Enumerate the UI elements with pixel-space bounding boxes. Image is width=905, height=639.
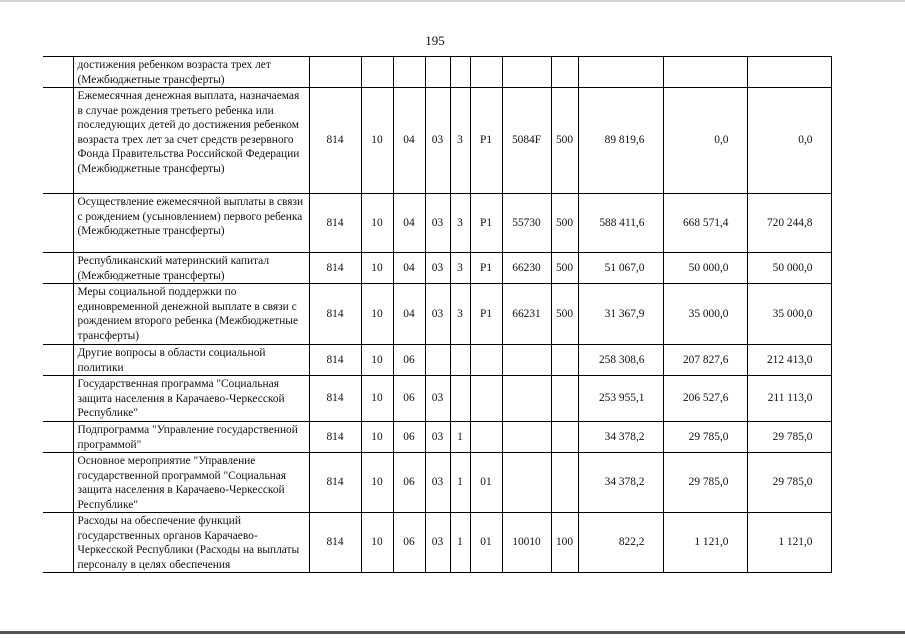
table-row	[43, 345, 831, 376]
section-code: 10	[361, 422, 393, 453]
amount-year-3: 211 113,0	[747, 376, 831, 422]
amount-year-1: 51 067,0	[578, 253, 663, 284]
amount-year-2: 668 571,4	[663, 194, 747, 253]
direction-code: 66230	[502, 253, 551, 284]
program-code: 03	[425, 513, 450, 573]
amount-year-3: 29 785,0	[747, 453, 831, 513]
scan-bottom-edge	[0, 631, 905, 634]
row-margin-cell	[43, 88, 73, 194]
subprogram-code: 1	[450, 453, 470, 513]
ministry-code: 814	[309, 422, 361, 453]
subsection-code: 06	[393, 513, 425, 573]
table-row	[43, 253, 831, 284]
subprogram-code: 3	[450, 194, 470, 253]
subsection-code: 06	[393, 376, 425, 422]
subsection-code: 04	[393, 284, 425, 345]
expense-type-code	[551, 376, 578, 422]
amount-year-3: 212 413,0	[747, 345, 831, 376]
budget-table	[43, 56, 832, 573]
section-code: 10	[361, 253, 393, 284]
main-event-code	[470, 376, 502, 422]
row-name: Ежемесячная денежная выплата, назначаемая в случае рождения третьего ребенка или последующих детей до достижения ребенком возраста трех лет за счет средств резервного Фонда Правительства Российской Федерации (Межбюджетные трансферты)	[73, 88, 309, 194]
row-name: Подпрограмма "Управление государственной программой"	[73, 422, 309, 453]
subsection-code: 04	[393, 253, 425, 284]
main-event-code: 01	[470, 513, 502, 573]
section-code: 10	[361, 345, 393, 376]
direction-code: 5084F	[502, 88, 551, 194]
section-code: 10	[361, 88, 393, 194]
main-event-code: P1	[470, 253, 502, 284]
ministry-code: 814	[309, 253, 361, 284]
amount-year-1: 89 819,6	[578, 88, 663, 194]
main-event-code: P1	[470, 88, 502, 194]
expense-type-code: 500	[551, 284, 578, 345]
subprogram-code: 1	[450, 513, 470, 573]
ministry-code: 814	[309, 194, 361, 253]
amount-year-3: 35 000,0	[747, 284, 831, 345]
subprogram-code	[450, 57, 470, 88]
table-row	[43, 284, 831, 345]
direction-code	[502, 57, 551, 88]
program-code: 03	[425, 253, 450, 284]
main-event-code: P1	[470, 284, 502, 345]
amount-year-1: 34 378,2	[578, 422, 663, 453]
row-margin-cell	[43, 57, 73, 88]
amount-year-2: 50 000,0	[663, 253, 747, 284]
subsection-code: 06	[393, 453, 425, 513]
section-code: 10	[361, 284, 393, 345]
expense-type-code	[551, 345, 578, 376]
subprogram-code: 1	[450, 422, 470, 453]
amount-year-1: 34 378,2	[578, 453, 663, 513]
row-margin-cell	[43, 453, 73, 513]
amount-year-1: 822,2	[578, 513, 663, 573]
program-code	[425, 57, 450, 88]
table-row	[43, 422, 831, 453]
table-row	[43, 376, 831, 422]
row-margin-cell	[43, 194, 73, 253]
subprogram-code: 3	[450, 88, 470, 194]
program-code: 03	[425, 422, 450, 453]
expense-type-code	[551, 453, 578, 513]
amount-year-1: 258 308,6	[578, 345, 663, 376]
subprogram-code: 3	[450, 284, 470, 345]
ministry-code: 814	[309, 453, 361, 513]
row-margin-cell	[43, 284, 73, 345]
direction-code	[502, 453, 551, 513]
main-event-code	[470, 422, 502, 453]
ministry-code: 814	[309, 345, 361, 376]
section-code: 10	[361, 194, 393, 253]
subprogram-code: 3	[450, 253, 470, 284]
amount-year-2: 207 827,6	[663, 345, 747, 376]
expense-type-code	[551, 57, 578, 88]
main-event-code: P1	[470, 194, 502, 253]
table-row	[43, 453, 831, 513]
subsection-code: 06	[393, 345, 425, 376]
program-code	[425, 345, 450, 376]
row-margin-cell	[43, 376, 73, 422]
subsection-code: 04	[393, 88, 425, 194]
program-code: 03	[425, 453, 450, 513]
expense-type-code: 500	[551, 88, 578, 194]
direction-code	[502, 345, 551, 376]
table-row	[43, 194, 831, 253]
table-row	[43, 513, 831, 573]
subsection-code	[393, 57, 425, 88]
amount-year-1	[578, 57, 663, 88]
ministry-code: 814	[309, 88, 361, 194]
amount-year-3: 0,0	[747, 88, 831, 194]
amount-year-2: 1 121,0	[663, 513, 747, 573]
page-number: 195	[425, 33, 445, 48]
amount-year-2: 0,0	[663, 88, 747, 194]
direction-code	[502, 422, 551, 453]
direction-code	[502, 376, 551, 422]
budget-table-body	[43, 57, 831, 573]
subsection-code: 06	[393, 422, 425, 453]
row-name: достижения ребенком возраста трех лет (Межбюджетные трансферты)	[73, 57, 309, 88]
amount-year-2: 29 785,0	[663, 422, 747, 453]
subsection-code: 04	[393, 194, 425, 253]
subprogram-code	[450, 376, 470, 422]
row-name: Республиканский материнский капитал (Межбюджетные трансферты)	[73, 253, 309, 284]
row-margin-cell	[43, 513, 73, 573]
row-name: Меры социальной поддержки по единовременной денежной выплате в связи с рождением второго ребенка (Межбюджетные трансферты)	[73, 284, 309, 345]
ministry-code: 814	[309, 376, 361, 422]
row-margin-cell	[43, 422, 73, 453]
program-code: 03	[425, 194, 450, 253]
row-name: Другие вопросы в области социальной политики	[73, 345, 309, 376]
main-event-code	[470, 57, 502, 88]
row-name: Государственная программа "Социальная защита населения в Карачаево-Черкесской Республике"	[73, 376, 309, 422]
amount-year-3: 1 121,0	[747, 513, 831, 573]
amount-year-2: 35 000,0	[663, 284, 747, 345]
amount-year-1: 253 955,1	[578, 376, 663, 422]
expense-type-code: 100	[551, 513, 578, 573]
row-name: Основное мероприятие "Управление государственной программой "Социальная защита населения в Карачаево-Черкесской Республике"	[73, 453, 309, 513]
row-name: Осуществление ежемесячной выплаты в связи с рождением (усыновлением) первого ребенка (Межбюджетные трансферты)	[73, 194, 309, 253]
table-row	[43, 57, 831, 88]
row-name: Расходы на обеспечение функций государственных органов Карачаево-Черкесской Республики (Расходы на выплаты персоналу в целях обеспечения	[73, 513, 309, 573]
expense-type-code: 500	[551, 194, 578, 253]
amount-year-2: 206 527,6	[663, 376, 747, 422]
direction-code: 55730	[502, 194, 551, 253]
program-code: 03	[425, 284, 450, 345]
scan-top-edge	[0, 0, 905, 2]
ministry-code	[309, 57, 361, 88]
direction-code: 66231	[502, 284, 551, 345]
amount-year-3: 29 785,0	[747, 422, 831, 453]
amount-year-3: 50 000,0	[747, 253, 831, 284]
amount-year-2: 29 785,0	[663, 453, 747, 513]
direction-code: 10010	[502, 513, 551, 573]
row-margin-cell	[43, 253, 73, 284]
table-row	[43, 88, 831, 194]
program-code: 03	[425, 88, 450, 194]
subprogram-code	[450, 345, 470, 376]
amount-year-1: 31 367,9	[578, 284, 663, 345]
ministry-code: 814	[309, 284, 361, 345]
amount-year-3: 720 244,8	[747, 194, 831, 253]
amount-year-1: 588 411,6	[578, 194, 663, 253]
section-code: 10	[361, 453, 393, 513]
section-code: 10	[361, 513, 393, 573]
expense-type-code	[551, 422, 578, 453]
main-event-code: 01	[470, 453, 502, 513]
amount-year-3	[747, 57, 831, 88]
row-margin-cell	[43, 345, 73, 376]
main-event-code	[470, 345, 502, 376]
amount-year-2	[663, 57, 747, 88]
section-code	[361, 57, 393, 88]
expense-type-code: 500	[551, 253, 578, 284]
ministry-code: 814	[309, 513, 361, 573]
section-code: 10	[361, 376, 393, 422]
program-code: 03	[425, 376, 450, 422]
